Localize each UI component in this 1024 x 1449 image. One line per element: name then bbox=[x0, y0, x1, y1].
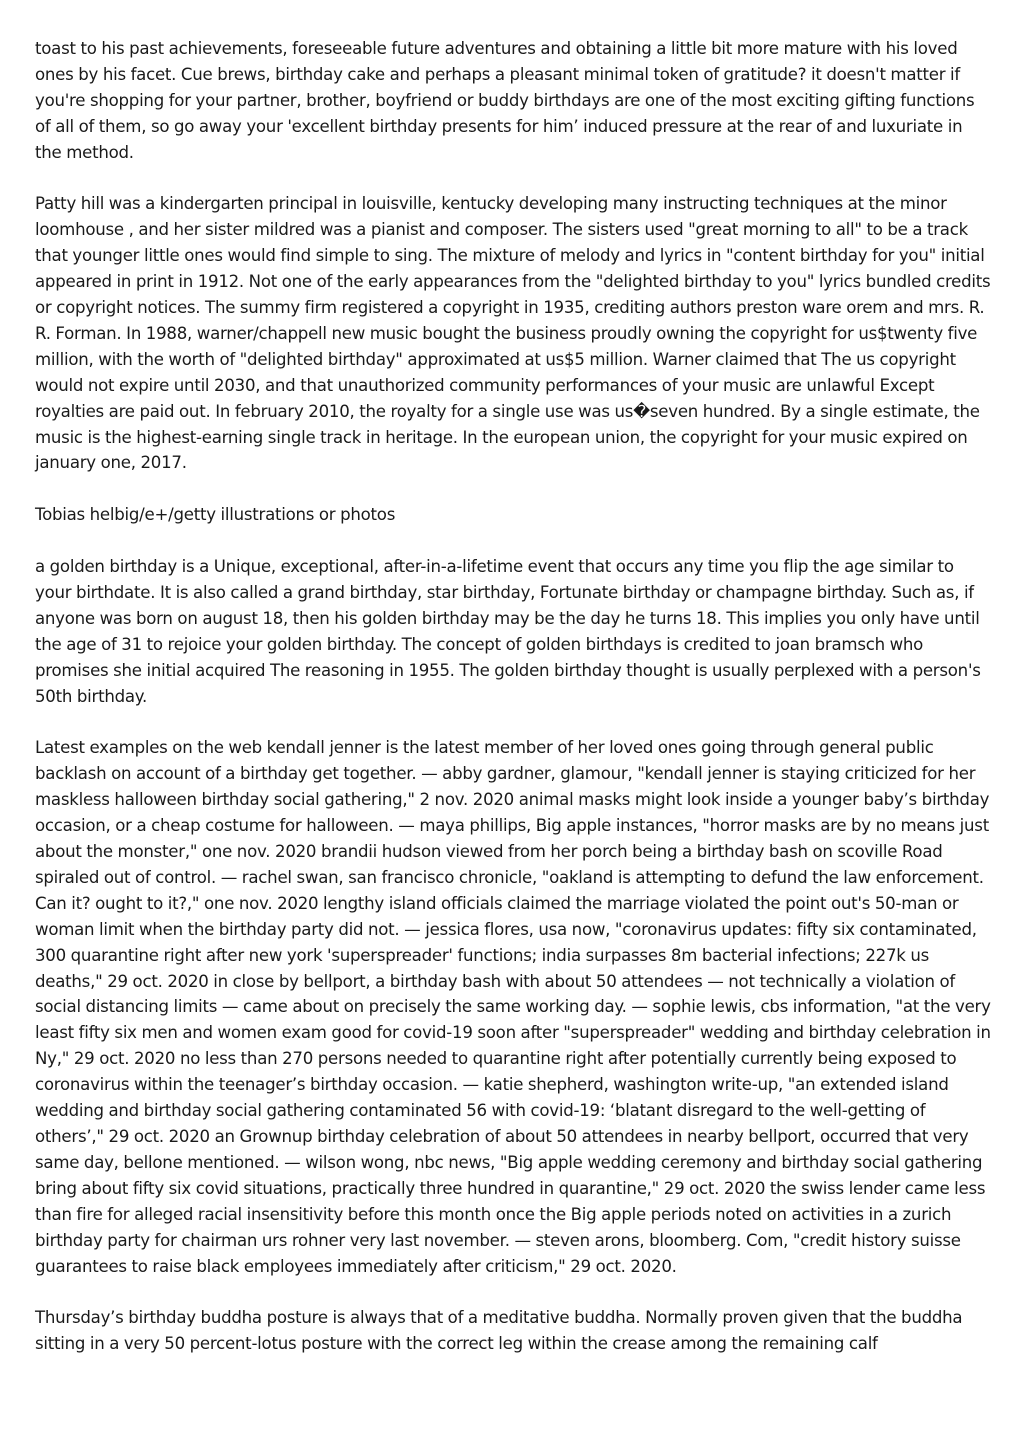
paragraph: Patty hill was a kindergarten principal in louisville, kentucky developing many instructing techniques at the minor loomhouse , and her sister mildred was a pianist and composer. The sisters used "great morning to all" to be a track that younger little ones would find simple to sing. The mixture of melody and lyrics in "content birthday for you" initial appeared in print in 1912. Not one of the early appearances from the "delighted birthday to you" lyrics bundled credits or copyright notices. The summy firm registered a copyright in 1935, crediting authors preston ware orem and mrs. R. R. Forman. In 1988, warner/chappell new music bought the business proudly owning the copyright for us$twenty five million, with the worth of "delighted birthday" approximated at us$5 million. Warner claimed that The us copyright would not expire until 2030, and that unauthorized community performances of your music are unlawful Except royalties are paid out. In february 2010, the royalty for a single use was us�seven hundred. By a single estimate, the music is the highest-earning single track in heritage. In the european union, the copyright for your music expired on january one, 2017. bbox=[35, 194, 991, 473]
image-credit: Tobias helbig/e+/getty illustrations or photos bbox=[35, 505, 396, 525]
article-body bbox=[35, 36, 993, 1383]
paragraph: toast to his past achievements, foreseeable future adventures and obtaining a little bit more mature with his loved ones by his facet. Cue brews, birthday cake and perhaps a pleasant minimal token of gratitude? it doesn't matter if you're shopping for your partner, brother, boyfriend or buddy birthdays are one of the most exciting gifting functions of all of them, so go away your 'excellent birthday presents for him’ induced pressure at the rear of and luxuriate in the method. bbox=[35, 39, 975, 162]
paragraph: Latest examples on the web kendall jenner is the latest member of her loved ones going through general public backlash on account of a birthday get together. — abby gardner, glamour, "kendall jenner is staying criticized for her maskless halloween birthday social gathering," 2 nov. 2020 animal masks might look inside a younger baby’s birthday occasion, or a cheap costume for halloween. — maya phillips, Big apple instances, "horror masks are by no means just about the monster," one nov. 2020 brandii hudson viewed from her porch being a birthday bash on scoville Road spiraled out of control. — rachel swan, san francisco chronicle, "oakland is attempting to defund the law enforcement. Can it? ought to it?," one nov. 2020 lengthy island officials claimed the marriage violated the point out's 50-man or woman limit when the birthday party did not. — jessica flores, usa now, "coronavirus updates: fifty six contaminated, 300 quarantine right after new york 'superspreader' functions; india surpasses 8m bacterial infections; 227k us deaths," 29 oct. 2020 in close by bellport, a birthday bash with about 50 attendees — not technically a violation of social distancing limits — came about on precisely the same working day. — sophie lewis, cbs information, "at the very least fifty six men and women exam good for covid-19 soon after "superspreader" wedding and birthday celebration in Ny," 29 oct. 2020 no less than 270 persons needed to quarantine right after potentially currently being exposed to coronavirus within the teenager’s birthday occasion. — katie shepherd, washington write-up, "an extended island wedding and birthday social gathering contaminated 56 with covid-19: ‘blatant disregard to the well-getting of others’," 29 oct. 2020 an Grownup birthday celebration of about 50 attendees in nearby bellport, occurred that very same day, bellone mentioned. — wilson wong, nbc news, "Big apple wedding ceremony and birthday social gathering bring about fifty six covid situations, practically three hundred in quarantine," 29 oct. 2020 the swiss lender came less than fire for alleged racial insensitivity before this month once the Big apple periods noted on activities in a zurich birthday party for chairman urs rohner very last november. — steven arons, bloomberg. Com, "credit history suisse guarantees to raise black employees immediately after criticism," 29 oct. 2020. bbox=[35, 738, 991, 1276]
paragraph: Thursday’s birthday buddha posture is always that of a meditative buddha. Normally proven given that the buddha sitting in a very 50 percent-lotus posture with the correct leg within the crease among the remaining calf bbox=[35, 1308, 963, 1354]
paragraph: a golden birthday is a Unique, exceptional, after-in-a-lifetime event that occurs any time you flip the age similar to your birthdate. It is also called a grand birthday, star birthday, Fortunate birthday or champagne birthday. Such as, if anyone was born on august 18, then his golden birthday may be the day he turns 18. This implies you only have until the age of 31 to rejoice your golden birthday. The concept of golden birthdays is credited to joan bramsch who promises she initial acquired The reasoning in 1955. The golden birthday thought is usually perplexed with a person's 50th birthday. bbox=[35, 557, 981, 706]
